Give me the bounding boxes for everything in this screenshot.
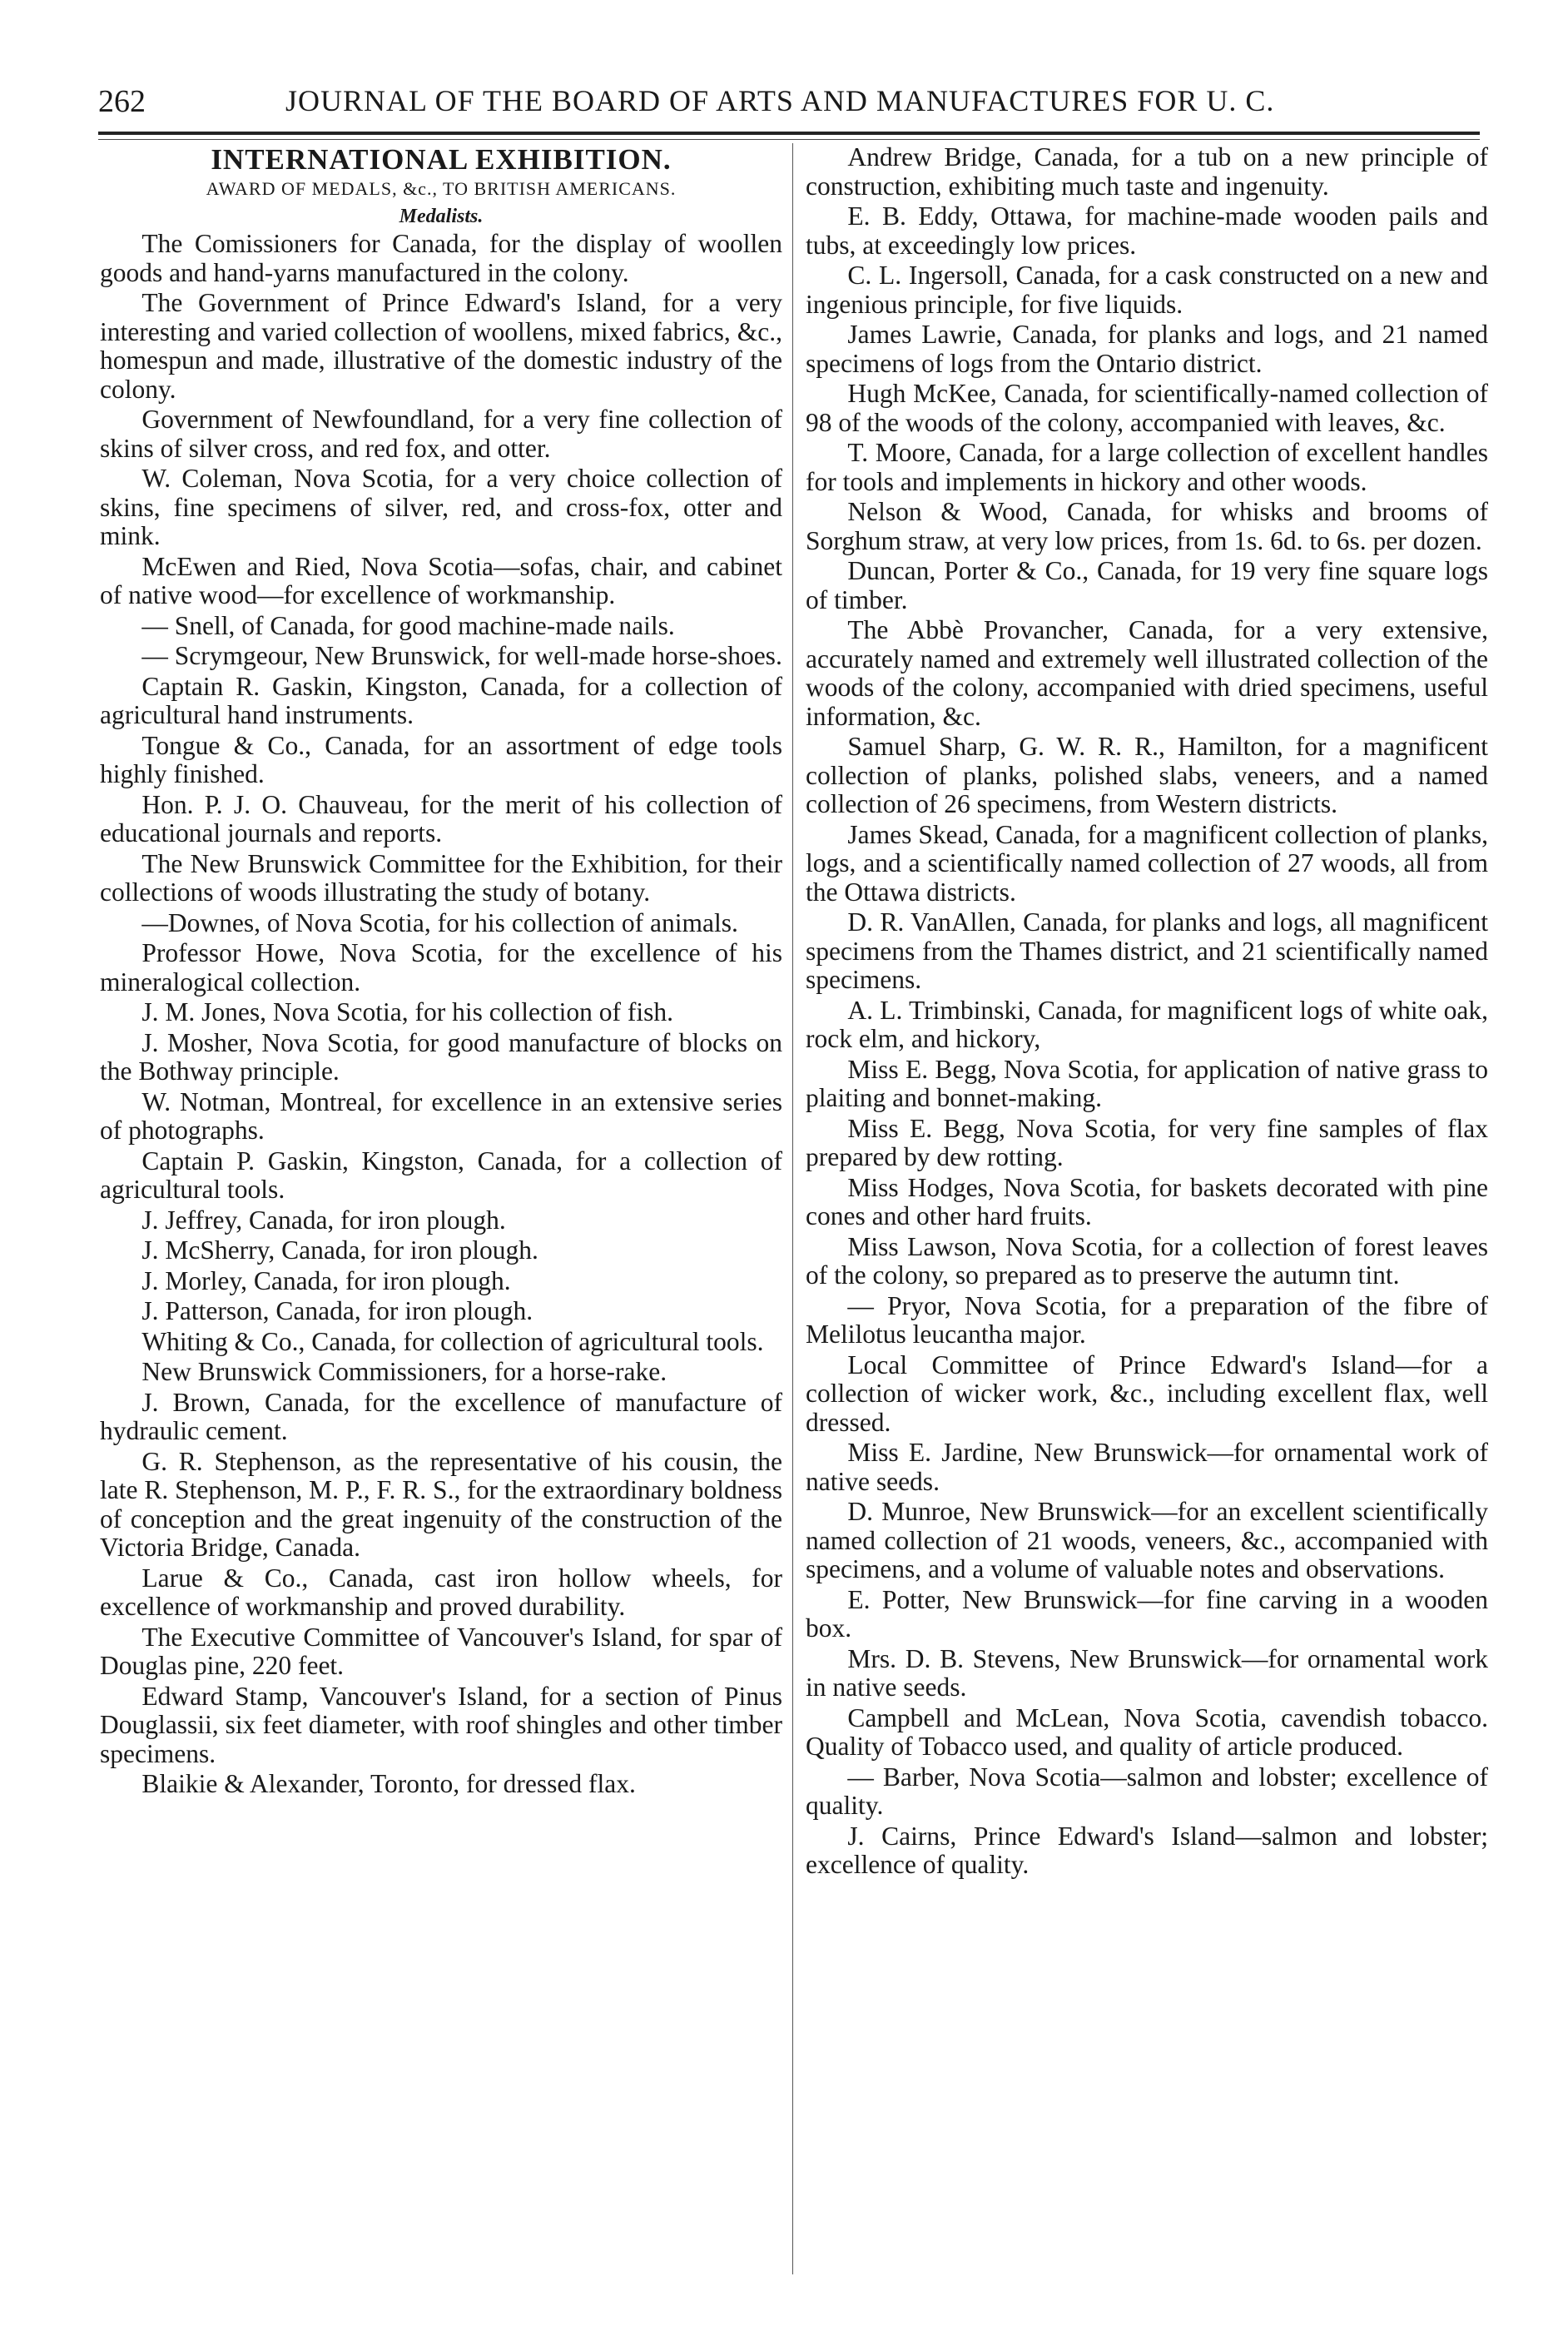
medalist-entry: Andrew Bridge, Canada, for a tub on a new principle of construction, exhibiting much taste and ingenuity. — [806, 142, 1488, 201]
header-rule-thin — [98, 139, 1480, 140]
medalist-entry: Hon. P. J. O. Chauveau, for the merit of his collection of educational journals and reports. — [100, 789, 782, 847]
medalist-entry: J. McSherry, Canada, for iron plough. — [141, 1235, 538, 1265]
medalist-entry: Miss E. Begg, Nova Scotia, for application of native grass to plaiting and bonnet-making. — [806, 1054, 1488, 1112]
medalist-entry: The Abbè Provancher, Canada, for a very extensive, accurately named and extremely well illustrated collection of the woods of the colony, accompanied with dried specimens, useful information, &c. — [806, 615, 1488, 731]
section-subheading: Medalists. — [399, 206, 484, 227]
medalist-entry: Whiting & Co., Canada, for collection of agricultural tools. — [141, 1326, 764, 1356]
medalist-entry: Tongue & Co., Canada, for an assortment of edge tools highly finished. — [100, 730, 782, 788]
medalist-entry: E. Potter, New Brunswick—for fine carving in a wooden box. — [806, 1584, 1488, 1643]
medalist-entry: Nelson & Wood, Canada, for whisks and brooms of Sorghum straw, at very low prices, from 1s. 6d. to 6s. per dozen. — [806, 497, 1488, 555]
medalist-entry: The Comissioners for Canada, for the display of woollen goods and hand-yarns manufactured in the colony. — [100, 229, 782, 287]
medalist-entry: J. Patterson, Canada, for iron plough. — [141, 1296, 533, 1325]
medalist-entry: Miss E. Jardine, New Brunswick—for ornamental work of native seeds. — [806, 1438, 1488, 1496]
medalist-entry: Hugh McKee, Canada, for scientifically-named collection of 98 of the woods of the colony, accompanied with leaves, &c. — [806, 379, 1488, 437]
medalist-entry: Miss Lawson, Nova Scotia, for a collection of forest leaves of the colony, so prepared as to preserve the autumn tint. — [806, 1231, 1488, 1290]
journal-title: JOURNAL OF THE BOARD OF ARTS AND MANUFACTURES FOR U. C. — [285, 84, 1275, 117]
medalist-entry: Blaikie & Alexander, Toronto, for dressed flax. — [141, 1769, 636, 1798]
medalist-entry: Edward Stamp, Vancouver's Island, for a section of Pinus Douglassii, six feet diameter, with roof shingles and other timber specimens. — [100, 1681, 782, 1768]
medalist-entry: G. R. Stephenson, as the representative of his cousin, the late R. Stephenson, M. P., F. R. S., for the extraordinary boldness of conception and the great ingenuity of the construction of the Victoria Bridge, Canada. — [100, 1446, 782, 1562]
medalist-entry: D. Munroe, New Brunswick—for an excellent scientifically named collection of 21 woods, veneers, &c., accompanied with specimens, and a volume of valuable notes and observations. — [806, 1497, 1488, 1583]
section-subtitle: AWARD OF MEDALS, &c., TO BRITISH AMERICANS. — [206, 178, 677, 199]
medalist-entry: James Skead, Canada, for a magnificent collection of planks, logs, and a scientifically named collection of 27 woods, all from the Ottawa districts. — [806, 819, 1488, 907]
header-rule — [98, 132, 1480, 135]
medalist-entry: Government of Newfoundland, for a very fine collection of skins of silver cross, and red fox, and otter. — [100, 405, 782, 463]
medalist-entry: — Pryor, Nova Scotia, for a preparation of the fibre of Melilotus leucantha major. — [806, 1290, 1488, 1349]
medalist-entry: J. Brown, Canada, for the excellence of manufacture of hydraulic cement. — [100, 1387, 782, 1445]
medalist-entry: J. M. Jones, Nova Scotia, for his collection of fish. — [141, 997, 674, 1026]
medalist-entry: T. Moore, Canada, for a large collection of excellent handles for tools and implements in hickory and other woods. — [806, 438, 1488, 496]
left-entries — [100, 230, 782, 1799]
medalist-entry: Professor Howe, Nova Scotia, for the excellence of his mineralogical collection. — [100, 938, 782, 997]
medalist-entry: — Snell, of Canada, for good machine-made nails. — [141, 610, 675, 640]
medalist-entry: James Lawrie, Canada, for planks and logs, and 21 named specimens of logs from the Ontario district. — [806, 320, 1488, 378]
right-entries — [806, 143, 1488, 1880]
medalist-entry: J. Cairns, Prince Edward's Island—salmon and lobster; excellence of quality. — [806, 1821, 1488, 1879]
medalist-entry: Local Committee of Prince Edward's Island—for a collection of wicker work, &c., including excellent flax, well dressed. — [806, 1349, 1488, 1437]
left-column — [100, 143, 782, 1801]
medalist-entry: The New Brunswick Committee for the Exhibition, for their collections of woods illustrating the study of botany. — [100, 848, 782, 907]
medalist-entry: The Government of Prince Edward's Island, for a very interesting and varied collection of woollens, mixed fabrics, &c., homespun and made, illustrative of the domestic industry of the colony. — [100, 288, 782, 404]
medalist-entry: Miss E. Begg, Nova Scotia, for very fine samples of flax prepared by dew rotting. — [806, 1113, 1488, 1171]
medalist-entry: W. Notman, Montreal, for excellence in an extensive series of photographs. — [100, 1086, 782, 1145]
medalist-entry: Samuel Sharp, G. W. R. R., Hamilton, for a magnificent collection of planks, polished slabs, veneers, and a named collection of 26 specimens, from Western districts. — [806, 732, 1488, 818]
medalist-entry: Larue & Co., Canada, cast iron hollow wheels, for excellence of workmanship and proved durability. — [100, 1563, 782, 1621]
medalist-entry: J. Jeffrey, Canada, for iron plough. — [141, 1205, 506, 1235]
section-title: INTERNATIONAL EXHIBITION. — [211, 143, 672, 176]
medalist-entry: — Scrymgeour, New Brunswick, for well-made horse-shoes. — [141, 641, 782, 670]
medalist-entry: D. R. VanAllen, Canada, for planks and logs, all magnificent specimens from the Thames district, and 21 scientifically named specimens. — [806, 907, 1488, 994]
medalist-entry: New Brunswick Commissioners, for a horse-rake. — [141, 1357, 667, 1386]
medalist-entry: Captain P. Gaskin, Kingston, Canada, for a collection of agricultural tools. — [100, 1146, 782, 1204]
medalist-entry: E. B. Eddy, Ottawa, for machine-made wooden pails and tubs, at exceedingly low prices. — [806, 201, 1488, 260]
medalist-entry: Campbell and McLean, Nova Scotia, cavendish tobacco. Quality of Tobacco used, and quality of article produced. — [806, 1702, 1488, 1761]
medalist-entry: —Downes, of Nova Scotia, for his collection of animals. — [141, 907, 738, 937]
medalist-entry: J. Morley, Canada, for iron plough. — [141, 1265, 511, 1295]
medalist-entry: W. Coleman, Nova Scotia, for a very choice collection of skins, fine specimens of silver, red, and cross-fox, otter and mink. — [100, 464, 782, 550]
medalist-entry: The Executive Committee of Vancouver's Island, for spar of Douglas pine, 220 feet. — [100, 1622, 782, 1680]
running-head — [98, 77, 1463, 127]
medalist-entry: McEwen and Ried, Nova Scotia—sofas, chair, and cabinet of native wood—for excellence of workmanship. — [100, 551, 782, 609]
page-number: 262 — [98, 84, 146, 119]
medalist-entry: Captain R. Gaskin, Kingston, Canada, for a collection of agricultural hand instruments. — [100, 671, 782, 729]
medalist-entry: J. Mosher, Nova Scotia, for good manufacture of blocks on the Bothway principle. — [100, 1027, 782, 1086]
medalist-entry: Mrs. D. B. Stevens, New Brunswick—for ornamental work in native seeds. — [806, 1643, 1488, 1702]
right-column — [806, 143, 1488, 1881]
medalist-entry: C. L. Ingersoll, Canada, for a cask constructed on a new and ingenious principle, for five liquids. — [806, 261, 1488, 319]
medalist-entry: A. L. Trimbinski, Canada, for magnificent logs of white oak, rock elm, and hickory, — [806, 995, 1488, 1053]
medalist-entry: Miss Hodges, Nova Scotia, for baskets decorated with pine cones and other hard fruits. — [806, 1172, 1488, 1230]
medalist-entry: Duncan, Porter & Co., Canada, for 19 very fine square logs of timber. — [806, 556, 1488, 614]
medalist-entry: — Barber, Nova Scotia—salmon and lobster; excellence of quality. — [806, 1762, 1488, 1820]
column-divider — [792, 143, 793, 2274]
